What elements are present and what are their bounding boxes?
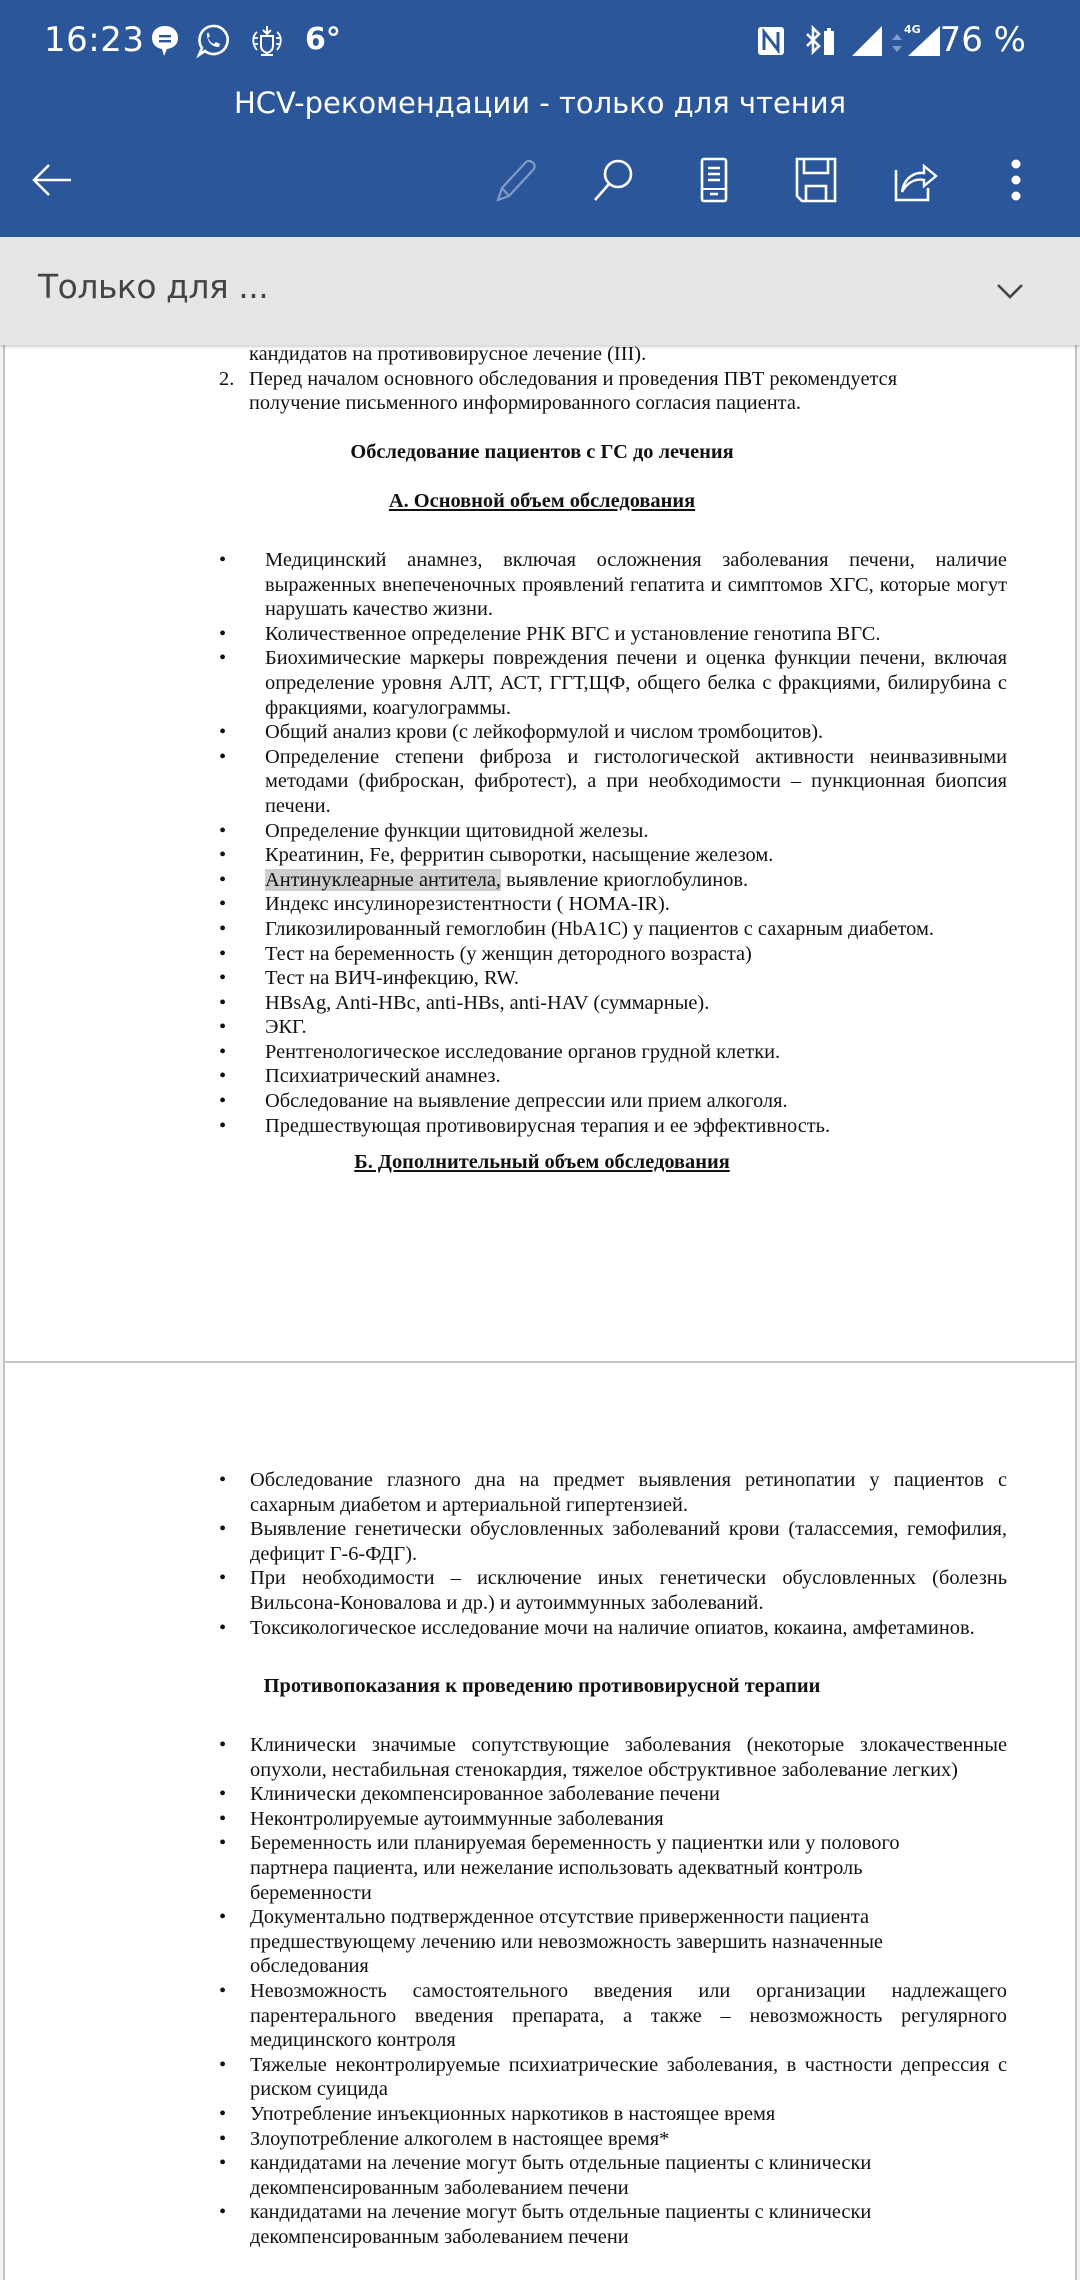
list-item: • Определение степени фиброза и гистологической активности неинвазивными методами (фиброскан, фибротест), а при необходимости – пункционная биопсия печени. [219,745,1007,817]
share-button[interactable] [886,150,946,210]
share-icon [892,156,940,204]
list-item: • Медицинский анамнез, включая осложнения заболевания печени, наличие выраженных внепеченочных проявлений гепатита и симптомов ХГС, которые могут нарушать качество жизни. [219,549,1007,621]
list-item: • Неконтролируемые аутоиммунные заболевания [219,1807,664,1830]
save-button[interactable] [786,150,846,210]
read-only-label: Только для ... [38,267,269,306]
section-heading: Обследование пациентов с ГС до лечения [350,441,734,463]
list-item: • Невозможность самостоятельного введения или организации надлежащего парентерального введения препарата, а также – невозможность регулярного медицинского контроля [219,1979,1007,2052]
bluetooth-icon [803,22,837,60]
numbered-list [5,345,1075,416]
list-item: • Обследование глазного дна на предмет выявления ретинопатии у пациентов с сахарным диабетом и артериальной гипертензией. [219,1469,1007,1516]
list-item: • Выявление генетически обусловленных заболеваний крови (талассемия, гемофилия, дефицит Г-6-ФДГ). [219,1518,1007,1565]
svg-text:4G: 4G [904,23,921,36]
read-only-bar[interactable] [0,237,1080,345]
subsection-heading-a: А. Основной объем обследования [388,490,696,512]
more-options-button[interactable] [986,150,1046,210]
data-arrows-icon [890,22,904,60]
list-item: • Общий анализ крови (с лейкоформулой и числом тромбоцитов). [219,721,824,744]
more-vertical-icon [1006,156,1026,204]
list-item: • Документально подтвержденное отсутствие приверженности пациента предшествующему лечению или невозможность завершить назначенные обследования [219,1906,883,1978]
mobile-view-button[interactable] [684,150,744,210]
status-time: 16:23 [44,20,145,60]
numbered-item: кандидатов на противовирусное лечение (III). [249,345,647,365]
app-header [0,0,1080,237]
list-item: • Гликозилированный гемоглобин (HbA1C) у пациентов с сахарным диабетом. [219,917,934,940]
list-item: • Клинически декомпенсированное заболевание печени [219,1783,720,1806]
list-item: • Психиатрический анамнез. [219,1065,501,1088]
battery-percent: 76 % [939,20,1026,60]
list-item: • Рентгенологическое исследование органов грудной клетки. [219,1040,781,1063]
list-item: • Предшествующая противовирусная терапия и ее эффективность. [219,1114,831,1137]
document-canvas[interactable] [0,345,1080,2280]
list-item: • Определение функции щитовидной железы. [219,819,649,842]
mobile-view-icon [694,156,734,204]
list-item: • Клинически значимые сопутствующие заболевания (некоторые злокачественные опухоли, нестабильная стенокардия, тяжелое обструктивное заболевание легких) [219,1734,1007,1781]
list-item: • Беременность или планируемая беременность у пациентки или у полового партнера пациента, или нежелание использовать адекватный контроль беременности [219,1832,900,1904]
save-icon [793,156,839,204]
status-temperature: 6° [305,22,341,57]
list-item: • Количественное определение РНК ВГС и установление генотипа ВГС. [219,622,881,645]
search-icon [590,156,638,204]
pencil-icon [492,156,540,204]
list-item: • Обследование на выявление депрессии или прием алкоголя. [219,1090,788,1113]
signal-icon [850,22,884,60]
text-selection[interactable]: Антинуклеарные антитела, [265,868,502,891]
chevron-down-icon[interactable] [988,269,1032,313]
back-button[interactable] [22,150,82,210]
bullet-list-main [5,548,1075,1138]
list-item: • Индекс инсулинорезистентности ( HOMA-IR). [219,893,670,916]
status-bar [0,0,1080,82]
bullet-list-contraindications [5,1733,1075,2249]
whatsapp-icon [196,22,230,60]
signal-4g-icon [904,22,944,60]
section-heading-contraindications: Противопоказания к проведению противовирусной терапии [263,1675,821,1697]
list-item: • Употребление инъекционных наркотиков в настоящее время [219,2102,776,2125]
list-item: • Тест на ВИЧ-инфекцию, RW. [219,967,519,990]
list-item: • Токсикологическое исследование мочи на наличие опиатов, кокаина, амфетаминов. [219,1616,975,1639]
list-item: • Биохимические маркеры повреждения печени и оценка функции печени, включая определение уровня АЛТ, АСТ, ГГТ,ЩФ, общего белка с фракциями, билирубина с фракциями, коагулограммы. [219,647,1007,719]
list-item: • Злоупотребление алкоголем в настоящее время* [219,2127,670,2150]
numbered-item: 2. Перед началом основного обследования и проведения ПВТ рекомендуется получение письменного информированного согласия пациента. [219,367,898,415]
coat-of-arms-icon [249,22,285,60]
list-item: • HBsAg, Anti-HBc, anti-HBs, anti-HAV (суммарные). [219,991,710,1014]
list-number: 2. [219,367,235,390]
edit-button[interactable] [486,150,546,210]
list-item: • кандидатами на лечение могут быть отдельные пациенты с клинически декомпенсированным заболеванием печени [219,2201,872,2248]
list-item: • При необходимости – исключение иных генетически обусловленных (болезнь Вильсона-Коновалова и др.) и аутоиммунных заболеваний. [219,1567,1007,1614]
bullet-list-additional [5,1468,1075,1640]
list-item: • Креатинин, Fe, ферритин сыворотки, насыщение железом. [219,844,774,867]
list-item: • Тест на беременность (у женщин детородного возраста) [219,942,752,965]
message-icon [150,22,180,60]
list-item: • Тяжелые неконтролируемые психиатрические заболевания, в частности депрессия с риском суицида [219,2053,1007,2101]
subsection-heading-b: Б. Дополнительный объем обследования [354,1151,730,1173]
search-button[interactable] [584,150,644,210]
list-item: • ЭКГ. [219,1016,307,1039]
document-page-2 [3,1361,1077,2280]
document-title: HCV-рекомендации - только для чтения [233,86,847,120]
list-item: • кандидатами на лечение могут быть отдельные пациенты с клинически декомпенсированным заболеванием печени [219,2152,872,2199]
nfc-icon [756,22,786,60]
list-item-highlighted[interactable]: • Антинуклеарные антитела, выявление криоглобулинов. [219,868,749,891]
arrow-left-icon [29,157,75,203]
